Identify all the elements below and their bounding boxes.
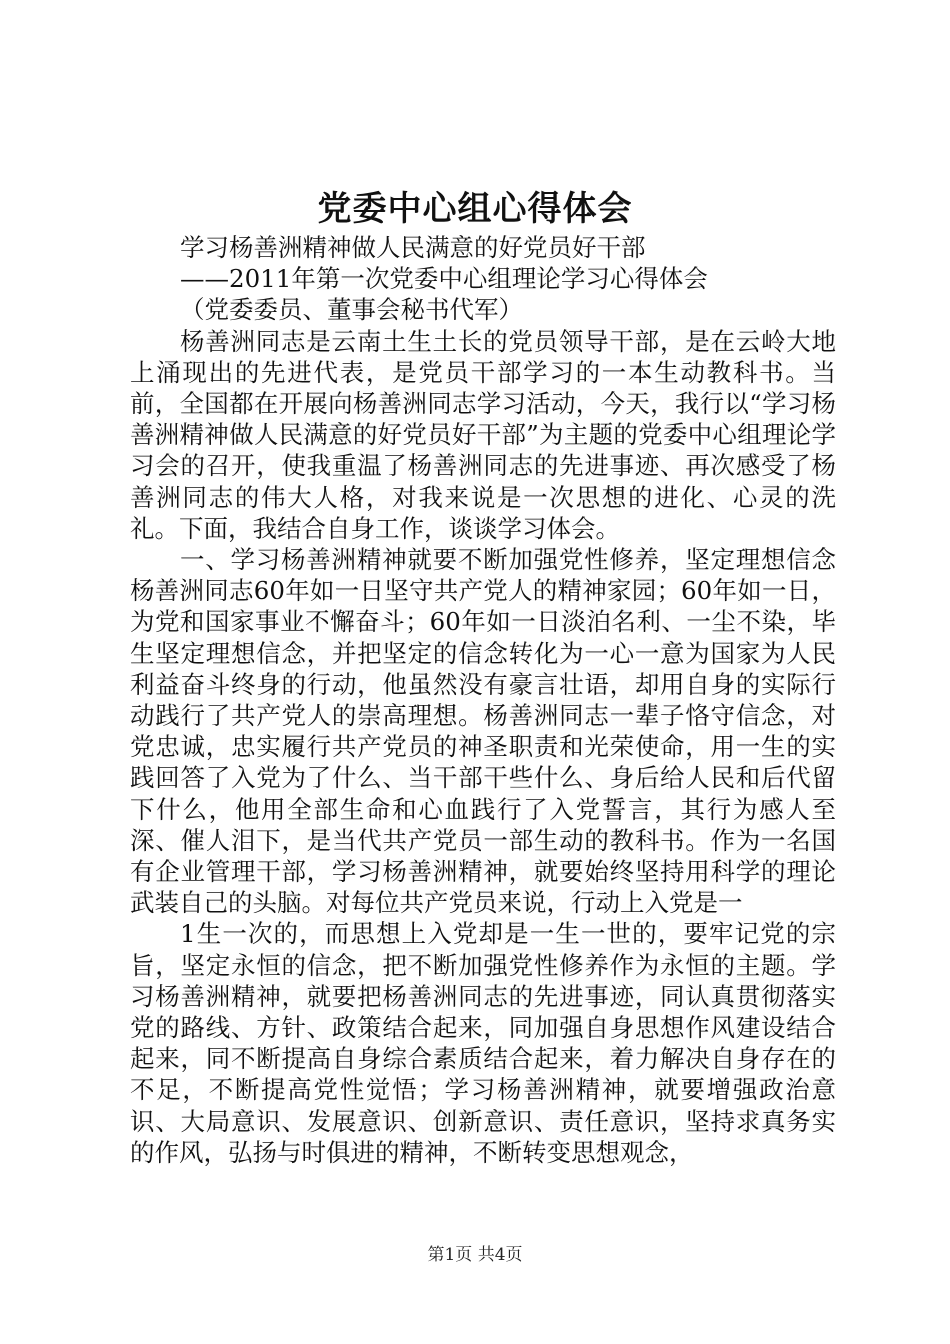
author-line: （党委委员、董事会秘书代军）: [180, 295, 523, 325]
page-number-footer: 第1页 共4页: [427, 1245, 523, 1265]
body-paragraph: 1生一次的，而思想上入党却是一生一世的，要牢记党的宗旨，坚定永恒的信念，把不断加强党性修养作为永恒的主题。学习杨善洲精神，就要把杨善洲同志的先进事迹，同认真贯彻落实党的路线、方针、政策结合起来，同加强自身思想作风建设结合起来，同不断提高自身综合素质结合起来，着力解决自身存在的不足，不断提高党性觉悟；学习杨善洲精神，就要增强政治意识、大局意识、发展意识、创新意识、责任意识，坚持求真务实的作风，弘扬与时俱进的精神，不断转变思想观念，: [130, 919, 836, 1167]
document-title: 党委中心组心得体会: [317, 189, 633, 229]
body-paragraph: 杨善洲同志是云南土生土长的党员领导干部，是在云岭大地上涌现出的先进代表，是党员干部学习的一本生动教科书。当前，全国都在开展向杨善洲同志学习活动，今天，我行以“学习杨善洲精神做人民满意的好党员好干部”为主题的党委中心组理论学习会的召开，使我重温了杨善洲同志的先进事迹、再次感受了杨善洲同志的伟大人格，对我来说是一次思想的进化、心灵的洗礼。下面，我结合自身工作，谈谈学习体会。: [130, 326, 836, 543]
subheading-line: ——2011年第一次党委中心组理论学习心得体会: [180, 264, 708, 294]
document-body: [130, 232, 836, 1168]
subtitle-line: 学习杨善洲精神做人民满意的好党员好干部: [180, 233, 646, 262]
body-paragraph: 一、学习杨善洲精神就要不断加强党性修养，坚定理想信念杨善洲同志60年如一日坚守共产党人的精神家园；60年如一日，为党和国家事业不懈奋斗；60年如一日淡泊名利、一尘不染，毕生坚定理想信念，并把坚定的信念转化为一心一意为国家为人民利益奋斗终身的行动，他虽然没有豪言壮语，却用自身的实际行动践行了共产党人的崇高理想。杨善洲同志一辈子恪守信念，对党忠诚，忠实履行共产党员的神圣职责和光荣使命，用一生的实践回答了入党为了什么、当干部干些什么、身后给人民和后代留下什么，他用全部生命和心血践行了入党誓言，其行为感人至深、催人泪下，是当代共产党员一部生动的教科书。作为一名国有企业管理干部，学习杨善洲精神，就要始终坚持用科学的理论武装自己的头脑。对每位共产党员来说，行动上入党是一: [130, 545, 836, 918]
